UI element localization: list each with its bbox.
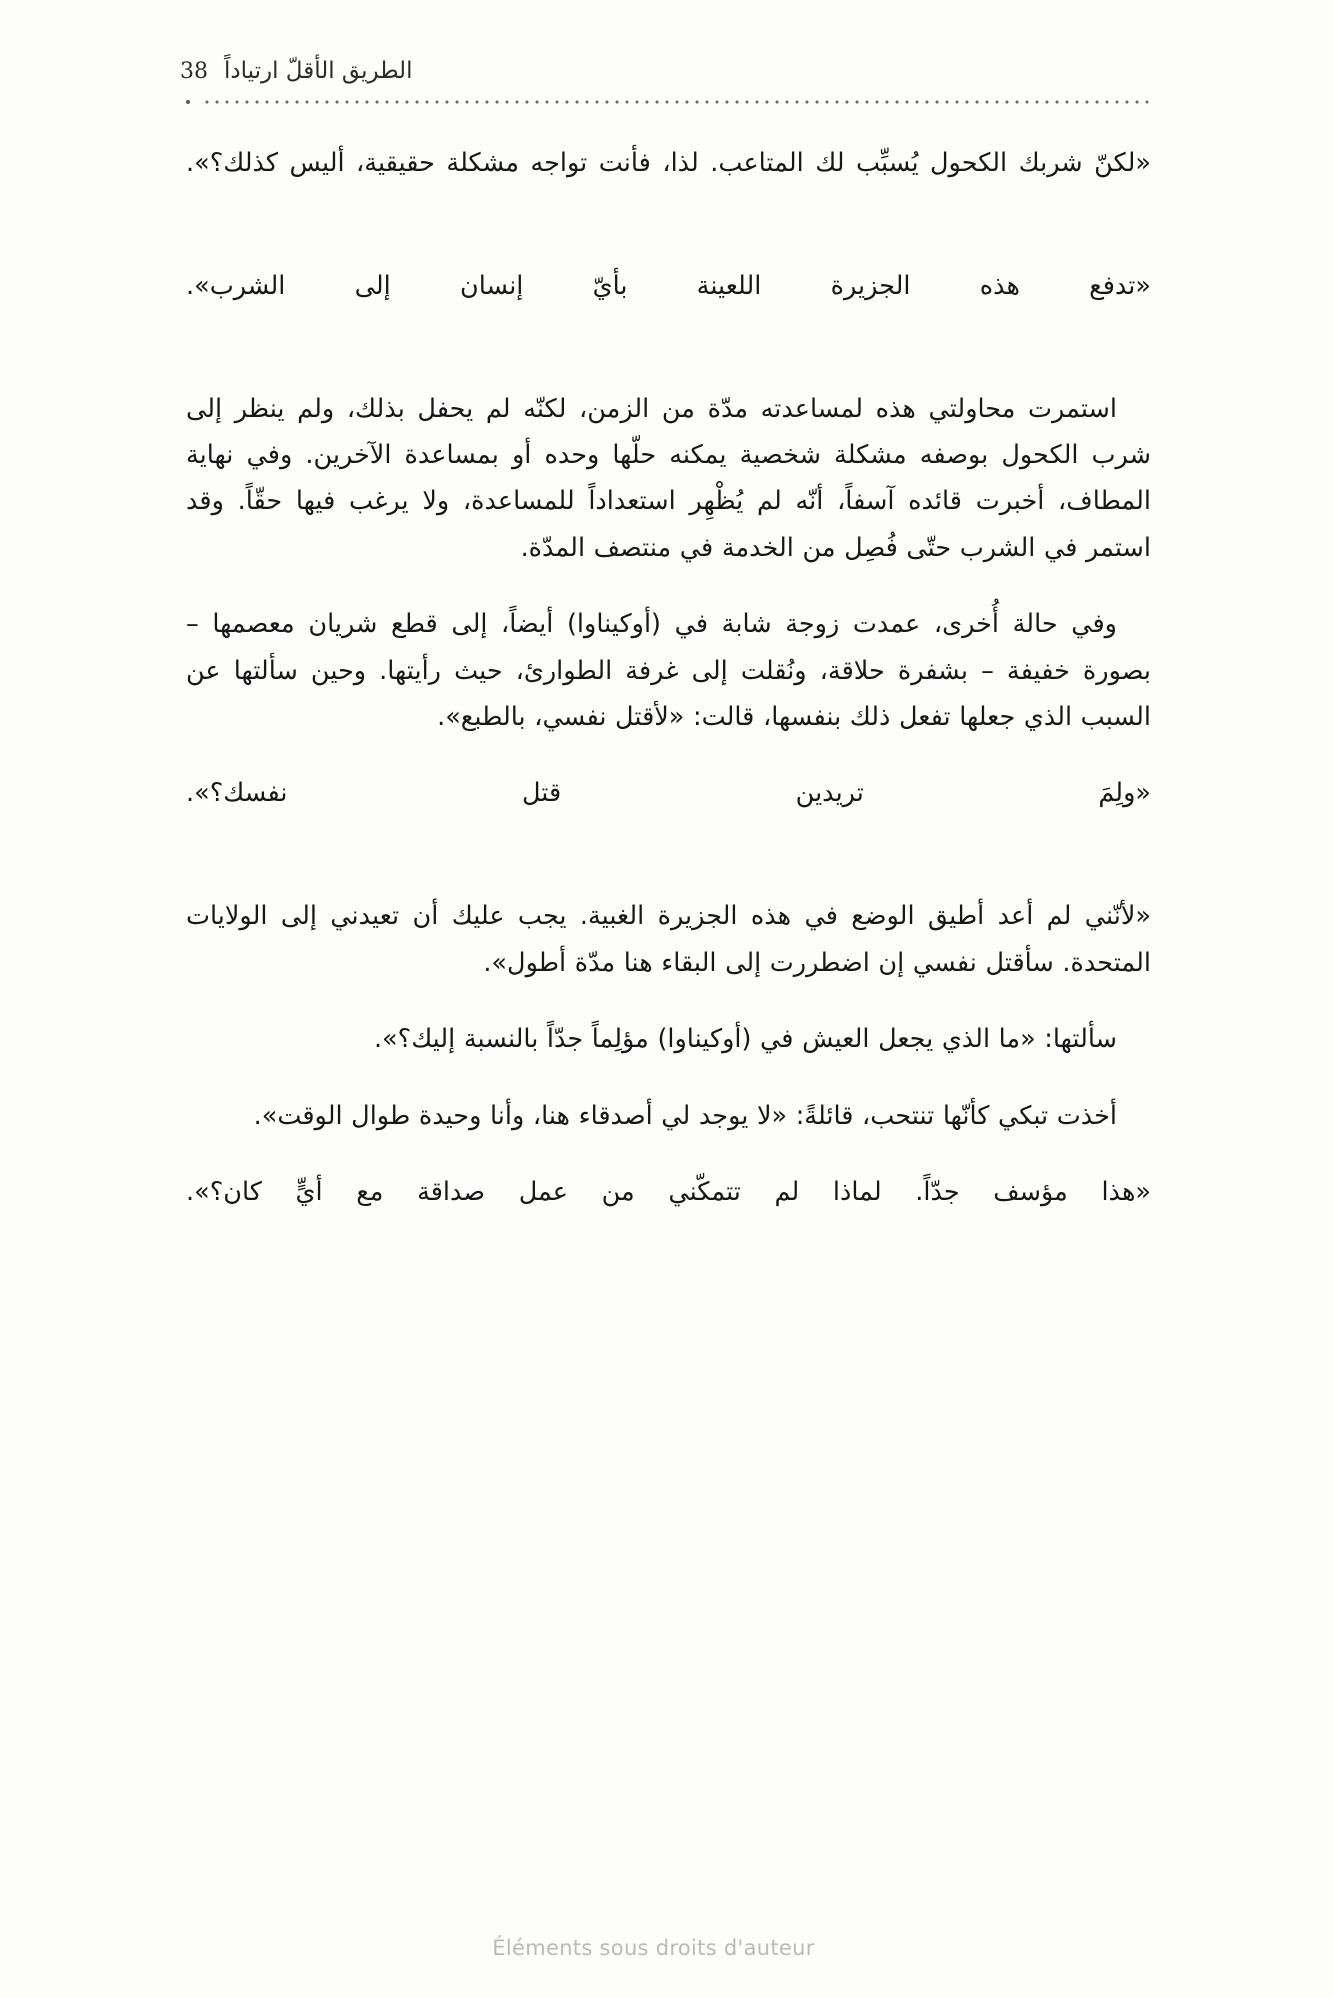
paragraph-narrative-4: أخذت تبكي كأنّها تنتحب، قائلةً: «لا يوجد لي أصدقاء هنا، وأنا وحيدة طوال الوقت». xyxy=(253,1100,1117,1131)
running-header xyxy=(180,58,1153,84)
page-footer xyxy=(0,1936,1333,1960)
header-divider xyxy=(186,97,1153,107)
paragraph-dialogue-2: «تدفع هذه الجزيرة اللعينة بأيّ إنسان إلى الشرب». xyxy=(186,270,1151,301)
paragraph-dialogue-1: «لكنّ شربك الكحول يُسبِّب لك المتاعب. لذا، فأنت تواجه مشكلة حقيقية، أليس كذلك؟». xyxy=(186,148,1151,178)
paragraph-narrative-1: استمرت محاولتي هذه لمساعدته مدّة من الزمن، لكنّه لم يحفل بذلك، ولم ينظر إلى شرب الكحول بوصفه مشكلة شخصية يمكنه حلّها وحده أو بمساعدة الآخرين. وفي نهاية المطاف، أخبرت قائده آسفاً، أنّه لم يُظْهِر استعداداً للمساعدة، ولا يرغب فيها حقّاً. وقد استمر في الشرب حتّى فُصِل من الخدمة في منتصف المدّة. xyxy=(186,393,1151,563)
paragraph-dialogue-3: «ولِمَ تريدين قتل نفسك؟». xyxy=(186,778,1151,809)
page-body xyxy=(186,140,1151,1262)
divider-lead-dot xyxy=(186,100,190,104)
copyright-watermark: Éléments sous droits d'auteur xyxy=(492,1936,815,1960)
paragraph-dialogue-5: «هذا مؤسف جدّاً. لماذا لم تتمكّني من عمل صداقة مع أيٍّ كان؟». xyxy=(186,1176,1151,1207)
paragraph-narrative-2: وفي حالة أُخرى، عمدت زوجة شابة في (أوكيناوا) أيضاً، إلى قطع شريان معصمها – بصورة خفيفة – بشفرة حلاقة، ونُقلت إلى غرفة الطوارئ، حيث رأيتها. وحين سألتها عن السبب الذي جعلها تفعل ذلك بنفسها، قالت: «لأقتل نفسي، بالطبع». xyxy=(186,609,1151,733)
header-book-title: الطريق الأقلّ ارتياداً xyxy=(224,58,413,84)
header-page-number: 38 xyxy=(180,59,208,84)
paragraph-dialogue-4: «لأنّني لم أعد أطيق الوضع في هذه الجزيرة الغبية. يجب عليك أن تعيدني إلى الولايات المتحدة. سأقتل نفسي إن اضطررت إلى البقاء هنا مدّة أطول». xyxy=(186,901,1151,978)
divider-dotted-line xyxy=(202,100,1153,104)
paragraph-narrative-3: سألتها: «ما الذي يجعل العيش في (أوكيناوا) مؤلِماً جدّاً بالنسبة إليك؟». xyxy=(373,1024,1117,1055)
